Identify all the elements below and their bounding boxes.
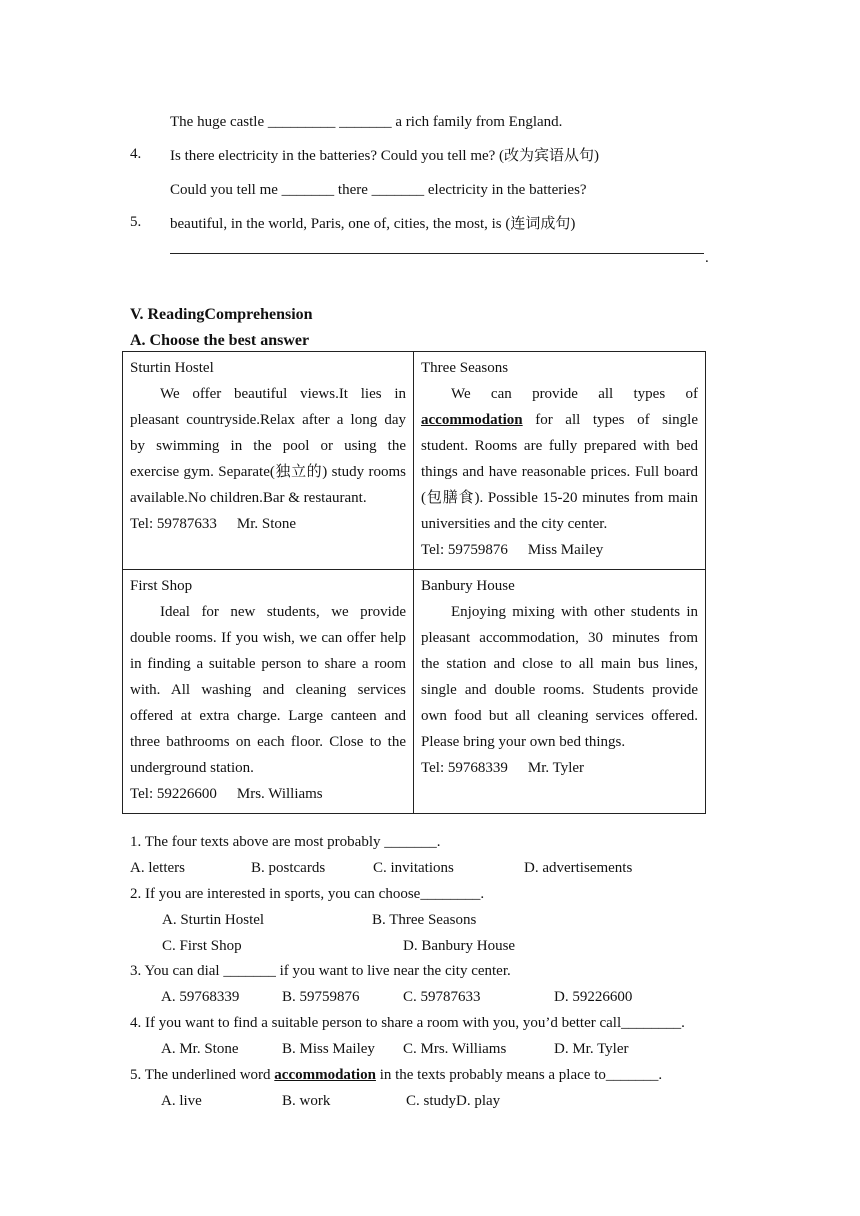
- q1-option-b: B. postcards: [251, 860, 326, 876]
- ad-title: Banbury House: [421, 578, 515, 594]
- q4-prompt: Is there electricity in the batteries? Could you tell me? (改为宾语从句): [170, 148, 600, 164]
- q5-period: .: [705, 250, 709, 266]
- q5-blank-line: [170, 252, 704, 254]
- q5-number: 5.: [130, 214, 142, 230]
- q3-option-c: C. 59787633: [403, 989, 481, 1005]
- ad-cell-first-shop: [123, 570, 414, 814]
- q1-option-d: D. advertisements: [524, 860, 633, 876]
- ad-title: Sturtin Hostel: [130, 360, 214, 376]
- ad-cell-three-seasons: [414, 352, 706, 570]
- q2-option-c: C. First Shop: [162, 938, 242, 954]
- q5-text-after: in the texts probably means a place to_______.: [375, 1067, 663, 1083]
- q3-option-b: B. 59759876: [282, 989, 360, 1005]
- q4-option-a: A. Mr. Stone: [161, 1041, 239, 1057]
- ad-contact-line: [130, 781, 406, 807]
- underlined-word: accommodation: [421, 412, 523, 428]
- q5-option-a: A. live: [161, 1093, 202, 1109]
- underlined-word: accommodation: [274, 1067, 376, 1083]
- question-4: 4. If you want to find a suitable person to share a room with you, you’d better call________.: [130, 1015, 685, 1031]
- q4-option-d: D. Mr. Tyler: [554, 1041, 629, 1057]
- ad-cell-sturtin-hostel: [123, 352, 414, 570]
- ad-contact: Mr. Stone: [236, 516, 297, 532]
- ad-contact-line: [130, 511, 406, 537]
- ad-tel: Tel: 59787633: [130, 516, 217, 532]
- ad-tel: Tel: 59226600: [130, 786, 217, 802]
- q4-option-b: B. Miss Mailey: [282, 1041, 375, 1057]
- ad-body: [421, 381, 698, 537]
- ad-tel: Tel: 59759876: [421, 542, 508, 558]
- q4-answer-line: Could you tell me _______ there _______ electricity in the batteries?: [170, 182, 587, 198]
- ad-title: Three Seasons: [421, 360, 509, 376]
- ad-body-before: We can provide all types of: [451, 386, 698, 402]
- q5-prompt: beautiful, in the world, Paris, one of, cities, the most, is (连词成句): [170, 216, 576, 232]
- q1-option-a: A. letters: [130, 860, 185, 876]
- q2-option-d: D. Banbury House: [403, 938, 516, 954]
- section-subtitle: A. Choose the best answer: [130, 332, 310, 349]
- q1-option-c: C. invitations: [373, 860, 454, 876]
- ad-body: Ideal for new students, we provide double rooms. If you wish, we can offer help in finding a suitable person to share a room with. All washing and cleaning services offered at extra charge. Large canteen and three bathrooms on each floor. Close to the underground station.: [130, 604, 406, 776]
- section-title: V. ReadingComprehension: [130, 306, 313, 323]
- question-2: 2. If you are interested in sports, you can choose________.: [130, 886, 485, 902]
- question-5: [130, 1065, 662, 1085]
- q4-number: 4.: [130, 146, 142, 162]
- ad-tel: Tel: 59768339: [421, 760, 508, 776]
- question-3: 3. You can dial _______ if you want to live near the city center.: [130, 963, 511, 979]
- q2-option-a: A. Sturtin Hostel: [162, 912, 265, 928]
- ad-contact-line: [421, 755, 698, 781]
- ads-table: [122, 351, 706, 814]
- ad-body-after: for all types of single student. Rooms are fully prepared with bed things and have reasonable prices. Full board (包膳食). Possible 15-20 minutes from main universities and the city center.: [421, 412, 698, 532]
- q5-option-b: B. work: [282, 1093, 331, 1109]
- q3-answer-line: The huge castle _________ _______ a rich family from England.: [170, 114, 563, 130]
- q2-option-b: B. Three Seasons: [372, 912, 477, 928]
- ad-contact: Miss Mailey: [527, 542, 604, 558]
- ad-body: Enjoying mixing with other students in pleasant accommodation, 30 minutes from the station and close to all main bus lines, single and double rooms. Students provide own food but all cleaning services offered. Please bring your own bed things.: [421, 604, 698, 750]
- ad-body: We offer beautiful views.It lies in pleasant countryside.Relax after a long day by swimming in the pool or using the exercise gym. Separate(独立的) study rooms available.No children.Bar & restaurant.: [130, 386, 406, 506]
- ad-contact: Mr. Tyler: [527, 760, 585, 776]
- ad-contact: Mrs. Williams: [236, 786, 323, 802]
- ad-cell-banbury-house: [414, 570, 706, 814]
- q4-option-c: C. Mrs. Williams: [403, 1041, 507, 1057]
- q5-text-before: 5. The underlined word: [130, 1067, 275, 1083]
- question-1: 1. The four texts above are most probably _______.: [130, 834, 441, 850]
- q3-option-a: A. 59768339: [161, 989, 240, 1005]
- q5-option-c: C. studyD. play: [406, 1093, 501, 1109]
- q3-option-d: D. 59226600: [554, 989, 633, 1005]
- ad-title: First Shop: [130, 578, 193, 594]
- ad-contact-line: [421, 537, 698, 563]
